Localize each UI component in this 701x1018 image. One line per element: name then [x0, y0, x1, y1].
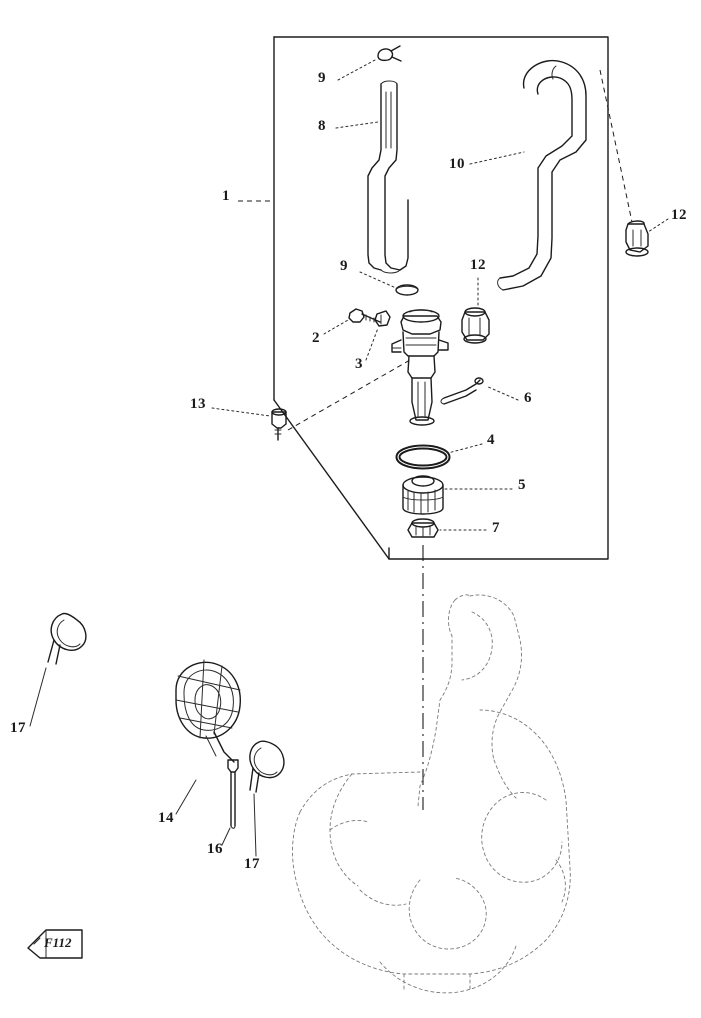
part-9-hose-clip-lower	[396, 285, 418, 295]
callout-10: 10	[449, 156, 465, 172]
part-7-nut	[408, 519, 438, 537]
callout-5: 5	[518, 477, 526, 493]
crankcase-outline	[293, 595, 571, 993]
callout-16: 16	[207, 841, 223, 857]
callout-2: 2	[312, 330, 320, 346]
callout-13: 13	[190, 396, 206, 412]
callout-1: 1	[222, 188, 230, 204]
callout-17-upper: 17	[10, 720, 26, 736]
part-5-filter	[403, 476, 443, 514]
part-14-cover-plate	[176, 660, 240, 762]
part-6-pin	[441, 378, 483, 404]
callout-7: 7	[492, 520, 500, 536]
part-8-fuel-hose	[368, 81, 408, 273]
callout-4: 4	[487, 432, 495, 448]
callout-14: 14	[158, 810, 174, 826]
part-12-joint-centre	[462, 308, 489, 343]
stamp-label: F112	[44, 935, 72, 950]
callout-6: 6	[524, 390, 532, 406]
callout-9-lower: 9	[340, 258, 348, 274]
fuel-pump-body	[392, 310, 448, 425]
callout-leaders	[30, 60, 668, 856]
part-17-clip-upper	[48, 613, 86, 664]
part-17-clip-lower	[250, 741, 284, 792]
callout-3: 3	[355, 356, 363, 372]
callout-17-lower: 17	[244, 856, 260, 872]
callout-12-centre: 12	[470, 257, 486, 273]
part-9-hose-clip-upper	[378, 46, 401, 61]
callout-8: 8	[318, 118, 326, 134]
callout-12-right: 12	[671, 207, 687, 223]
part-12-joint-right	[626, 221, 648, 256]
part-3-washer	[375, 311, 390, 326]
part-4-o-ring	[398, 447, 448, 467]
part-13-plug	[272, 409, 286, 440]
part-10-fuel-hose-right	[498, 61, 586, 290]
callout-9-upper: 9	[318, 70, 326, 86]
part-16-bolt	[228, 760, 238, 828]
